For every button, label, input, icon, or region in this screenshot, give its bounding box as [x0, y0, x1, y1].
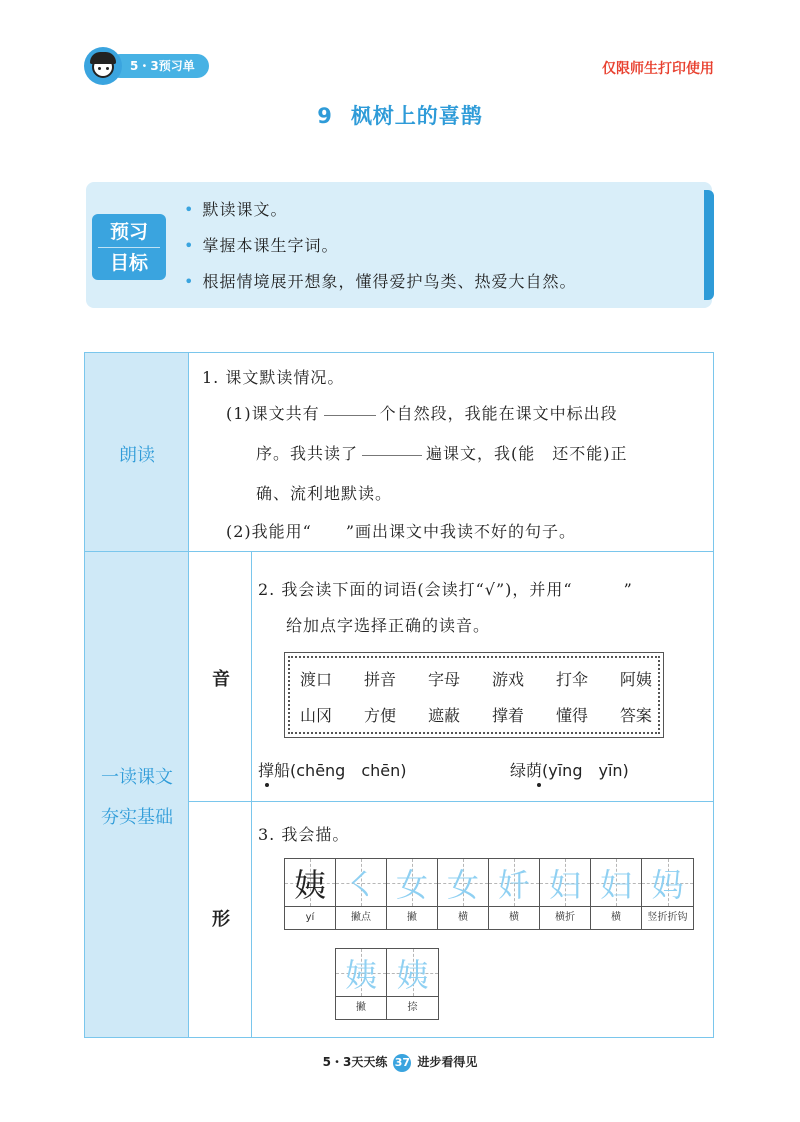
stroke-glyph: 妇 [599, 865, 632, 904]
stroke-cell[interactable] [387, 949, 438, 1019]
print-note: 仅限师生打印使用 [602, 61, 714, 77]
sub-section-sound: 音 [212, 669, 230, 690]
section-basics-line1: 一读课文 [101, 767, 173, 788]
pinyin-options: (yīng yīn) [542, 761, 629, 780]
stroke-name: 捺 [407, 1002, 418, 1013]
word-item[interactable]: 遮蔽 [427, 706, 460, 725]
emphasis-dot [537, 783, 541, 787]
row-divider [189, 801, 713, 802]
stroke-name: 竖折折钩 [647, 912, 688, 923]
objectives-tag [92, 214, 166, 280]
word-item[interactable]: 渡口 [300, 670, 333, 689]
pinyin-choice-1[interactable] [258, 758, 407, 781]
stroke-glyph: 妈 [651, 865, 684, 904]
stroke-name: 横折 [555, 912, 575, 923]
objectives-tag-line2: 目标 [98, 247, 160, 278]
emphasis-dot [265, 783, 269, 787]
q3-heading: 3. 我会描。 [258, 825, 350, 844]
sub-section-shape: 形 [212, 909, 230, 930]
answer-blank[interactable] [362, 455, 422, 456]
q2-line1: 2. 我会读下面的词语(会读打“√”)，并用“ ” [258, 580, 633, 599]
page-footer [0, 1053, 800, 1072]
word-item[interactable]: 山冈 [300, 706, 333, 725]
stroke-name: 横 [509, 912, 519, 923]
stroke-grid [335, 948, 439, 1020]
pinyin-word: 绿荫 [510, 761, 543, 780]
footer-right: 进步看得见 [417, 1055, 478, 1069]
stroke-glyph: 姨 [396, 955, 429, 994]
lesson-title [0, 100, 800, 130]
word-item[interactable]: 答案 [619, 706, 652, 725]
series-badge [84, 47, 209, 85]
stroke-name: 撇 [356, 1002, 366, 1013]
word-row [300, 667, 652, 690]
badge-label: 5・3预习单 [108, 54, 209, 78]
stroke-cell[interactable] [642, 859, 693, 929]
target-character: 姨 [293, 865, 326, 904]
stroke-glyph: 姨 [344, 955, 377, 994]
word-item[interactable]: 字母 [427, 670, 460, 689]
stroke-name: 撇点 [351, 912, 371, 923]
sub-column-divider [251, 551, 252, 1037]
q1-text: 遍课文，我(能 还不能)正 [426, 444, 628, 463]
stroke-cell[interactable] [285, 859, 336, 929]
pinyin-options: (chēng chēn) [290, 761, 407, 780]
stroke-cell[interactable] [387, 859, 438, 929]
stroke-grid [284, 858, 694, 930]
answer-blank[interactable] [324, 415, 376, 416]
section-basics-line2: 夯实基础 [101, 807, 173, 828]
q2-line2: 给加点字选择正确的读音。 [286, 616, 491, 635]
pinyin-label: yí [305, 912, 315, 923]
q1-part1-line2 [256, 441, 628, 464]
stroke-glyph: 女 [395, 865, 428, 904]
word-item[interactable]: 方便 [363, 706, 396, 725]
avatar [84, 47, 122, 85]
page-number: 37 [393, 1054, 411, 1072]
lesson-name: 枫树上的喜鹊 [350, 104, 483, 128]
word-box [288, 656, 660, 734]
pinyin-choice-2[interactable] [510, 758, 629, 781]
stroke-cell[interactable] [336, 949, 387, 1019]
stroke-cell[interactable] [336, 859, 387, 929]
pinyin-word: 撑船 [258, 761, 291, 780]
stroke-cell[interactable] [540, 859, 591, 929]
stroke-cell[interactable] [489, 859, 540, 929]
word-item[interactable]: 阿姨 [619, 670, 652, 689]
q1-heading: 1. 课文默读情况。 [202, 368, 345, 387]
word-item[interactable]: 撑着 [491, 706, 524, 725]
q1-text: 个自然段，我能在课文中标出段 [379, 404, 618, 423]
lesson-number: 9 [317, 104, 333, 128]
objectives-edge [704, 190, 714, 300]
objective-item: • 掌握本课生字词。 [184, 228, 576, 264]
stroke-name: 横 [458, 912, 468, 923]
footer-left: 5・3天天练 [322, 1055, 388, 1069]
q1-text: (1)课文共有 [226, 404, 320, 423]
stroke-name: 撇 [407, 912, 417, 923]
word-item[interactable]: 打伞 [555, 670, 588, 689]
section-reading: 朗读 [119, 445, 155, 466]
word-row [300, 703, 652, 726]
objective-item: • 根据情境展开想象，懂得爱护鸟类、热爱大自然。 [184, 264, 576, 300]
q1-text: 序。我共读了 [256, 444, 359, 463]
row-divider [85, 551, 713, 552]
stroke-glyph: 妇 [548, 865, 581, 904]
stroke-name: 横 [611, 912, 621, 923]
objectives-tag-line1: 预习 [109, 221, 148, 243]
stroke-glyph: 女 [446, 865, 479, 904]
word-item[interactable]: 拼音 [363, 670, 396, 689]
stroke-cell[interactable] [591, 859, 642, 929]
objective-item: • 默读课文。 [184, 192, 576, 228]
word-item[interactable]: 懂得 [555, 706, 588, 725]
word-item[interactable]: 游戏 [491, 670, 524, 689]
stroke-cell[interactable] [438, 859, 489, 929]
objectives-list [184, 192, 576, 300]
objectives-box [86, 182, 712, 308]
q1-part1-line3: 确、流利地默读。 [256, 484, 393, 503]
stroke-glyph: ㇛ [344, 865, 377, 904]
q1-part2: (2)我能用“ ”画出课文中我读不好的句子。 [226, 522, 577, 541]
stroke-glyph: 奷 [497, 865, 530, 904]
q1-part1-line1 [226, 401, 618, 424]
